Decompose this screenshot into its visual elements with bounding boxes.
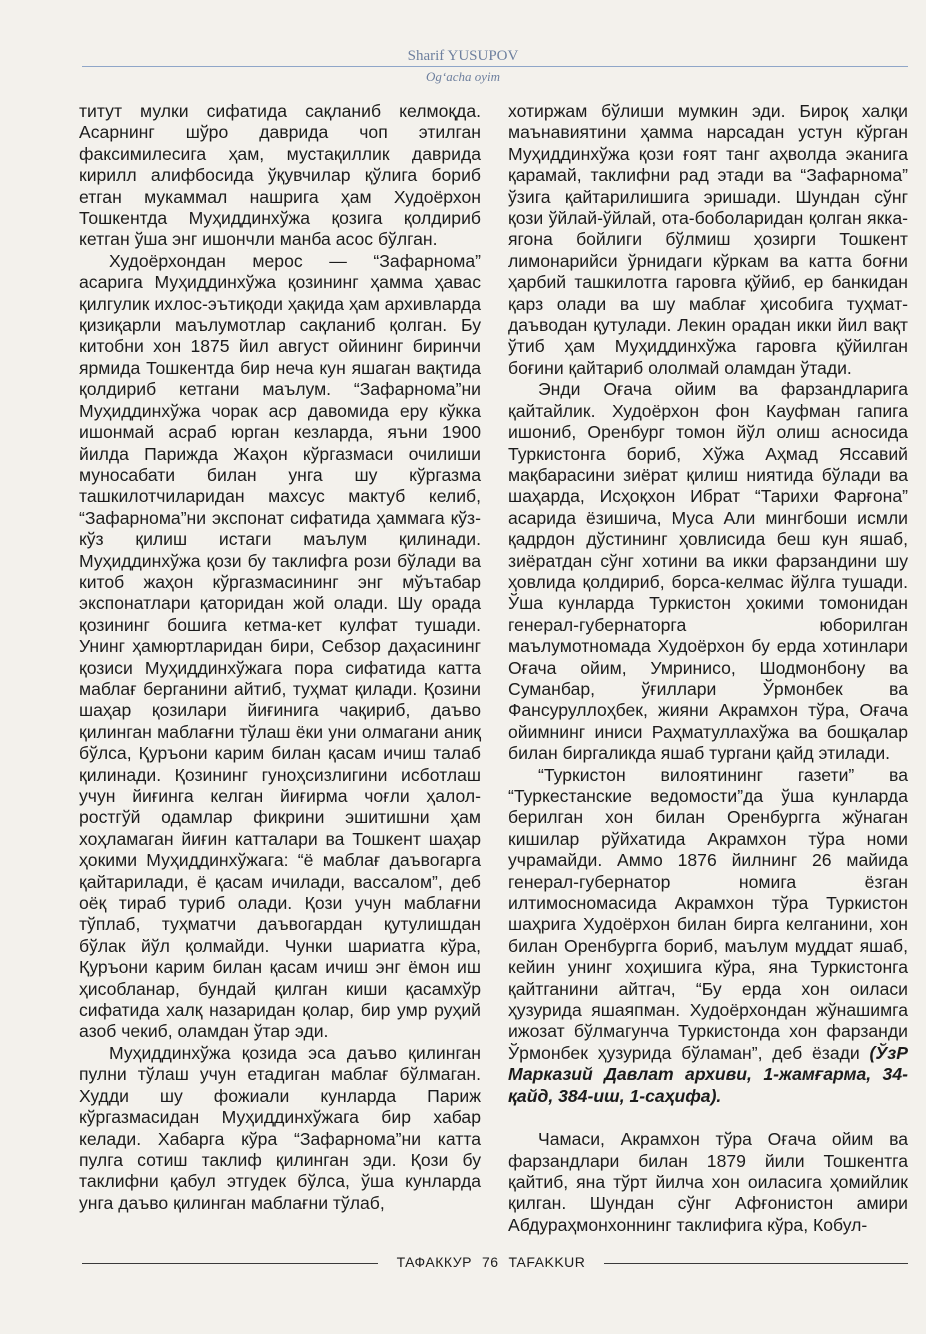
page-header xyxy=(0,0,926,100)
footer-divider-left xyxy=(82,1263,378,1264)
paragraph xyxy=(508,765,908,1108)
footer-divider-right xyxy=(604,1263,908,1264)
header-divider xyxy=(82,66,908,67)
right-column xyxy=(508,101,908,1236)
paragraph: титут мулки сифатида сақланиб келмоқда. Асарнинг шўро даврида чоп этилган факсимилесига ҳам, мустақиллик даврида кирилл алифбосида ўқувчилар қўлига бориб етган мукаммал нашрига ҳам Худоёрхон Тошкентда Муҳиддинхўжа қозига қолдириб кетган ўша энг ишончли манба асос бўлган. xyxy=(79,101,481,250)
author-name: Sharif YUSUPOV xyxy=(407,48,519,64)
paragraph: Чамаси, Акрамхон тўра Оғача ойим ва фарзандлари билан 1879 йили Тошкентга қайтиб, яна тўрт йилча хон оиласига ҳомийлик қилган. Шундан сўнг Афғонистон амири Абдураҳмонхоннинг таклифига кўра, Кобул- xyxy=(508,1129,908,1235)
left-column xyxy=(79,101,481,1214)
paragraph-text: “Туркистон вилоятининг газети” ва “Туркестанские ведомости”да ўша кунларда берилган хон билан Оренбургга жўнаган кишилар рўйхатида Акрамхон тўра номи учрамайди. Аммо 1876 йилнинг 26 майида генерал-губернатор номига ёзган илтимосномасида Акрамхон тўра Туркистон шаҳрига Худоёрхон билан бирга келганини, хон билан Оренбургга бориб, маълум муддат яшаб, кейин унинг хоҳишига кўра, яна Туркистонга қайтганини айтгач, “Бу ерда хон оиласи ҳузурида яшаяпман. Худоёрхондан жўнашимга ижозат бўлмагунча Туркистонда хон фарзанди Ўрмонбек ҳузурида бўламан”, деб ёзади xyxy=(508,764,908,1063)
paragraph: хотиржам бўлиши мумкин эди. Бироқ халқи маънавиятини ҳамма нарсадан устун кўрган Муҳиддинхўжа қози ғоят танг аҳволда эканига қарамай, таклифни рад этади ва “Зафарнома” ўзига қайтарилишига эришади. Шундан сўнг қози ўйлай-ўйлай, ота-боболаридан қолган якка-ягона бойлиги бўлмиш ҳозирги Тошкент лимонарийси ўрнидаги кўркам ва катта боғни ҳарбий ташкилотга гаровга қўйиб, ер банкидан қарз олади ва шу маблағ ҳисобига туҳмат-даъводан қутулади. Лекин орадан икки йил вақт ўтиб ҳам Муҳиддинхўжа гаровга қўйилган боғини қайтариб ололмай оламдан ўтади. xyxy=(508,101,908,378)
page-footer xyxy=(0,1252,926,1276)
magazine-name-latin: TAFAKKUR xyxy=(508,1254,586,1270)
article-subtitle: Og‘acha oyim xyxy=(425,69,500,84)
paragraph: Энди Оғача ойим ва фарзандларига қайтайлик. Худоёрхон фон Кауфман гапига ишониб, Оренбург томон йўл олиш асносида Туркистонга бориб, Хўжа Аҳмад Яссавий мақбарасини зиёрат қилиш ниятида бўлади ва шаҳарда, Исҳоқхон Ибрат “Тарихи Фарғона” асарида ёзишича, Муса Али мингбоши исмли қадрдон дўстининг ҳовлисида беш кун яшаб, зиёратдан сўнг хотини ва икки фарзандини шу ҳовлида қолдириб, борса-келмас йўлга тушади. Ўша кунларда Туркистон ҳокими томонидан генерал-губернаторга юборилган маълумотномада Худоёрхон бу ерда хотинлари Оғача ойим, Умринисо, Шодмонбону ва Суманбар, ўғиллари Ўрмонбек ва Фансуруллоҳбек, жияни Акрамхон тўра, Оғача ойимнинг иниси Раҳматуллахўжа ва бошқалар билан биргаликда яшаб тургани қайд этилади. xyxy=(508,379,908,764)
page-number: 76 xyxy=(481,1254,499,1270)
archive-reference: (ЎзР Марказий Давлат архиви, 1-жамғарма, 34-қайд, 384-иш, 1-саҳифа). xyxy=(508,1042,909,1106)
paragraph: Муҳиддинхўжа қозида эса даъво қилинган пулни тўлаш учун етадиган маблағ бўлмаган. Худди шу фожиали кунларда Париж кўргазмасидан Муҳиддинхўжага бир хабар келади. Хабарга кўра “Зафарнома”ни катта пулга сотиш таклиф қилинган эди. Қози бу таклифни қабул этгудек бўлса, ўша кунларда унга даъво қилинган маблағни тўлаб, xyxy=(79,1042,481,1213)
footer-label xyxy=(378,1254,604,1270)
paragraph: Худоёрхондан мерос — “Зафарнома” асарига Муҳиддинхўжа қозининг ҳамма ҳавас қилгулик ихлос-эътиқоди ҳақида ҳам архивларда қизиқарли маълумотлар сақланиб қолган. Бу китобни хон 1875 йил август ойининг биринчи ярмида Тошкентда бир неча кун яшаган вақтида қолдириб кетгани маълум. “Зафарнома”ни Муҳиддинхўжа чорак аср давомида еру кўкка ишонмай асраб юрган кезларда, яъни 1900 йилда Парижда Жаҳон кўргазмаси очилиши муносабати билан унга шу кўргазма ташкилотчиларидан махсус мактуб келиб, “Зафарнома”ни экспонат сифатида ҳаммага кўз-кўз қилиш истаги маълум қилинади. Муҳиддинхўжа қози бу таклифга рози бўлади ва китоб жаҳон кўргазмасининг энг мўътабар экспонатлари қаторидан жой олади. Шу орада қозининг бошига кетма-кет кулфат тушади. Унинг ҳамюртларидан бири, Себзор даҳасининг қозиси Муҳиддинхўжага пора сифатида катта маблағ берганини айтиб, туҳмат қилади. Қозини шаҳар қозилари йиғинига чақириб, даъво қилинган маблағни тўлаш ёки уни олмагани аниқ бўлса, Қуръони карим билан қасам ичиш талаб қилинади. Қозининг гуноҳсизлигини исботлаш учун йиғинга келган йиғирма чоғли ҳалол-ростгўй одамлар фикрини эшитишни ҳам хоҳламаган йиғин катталари ва Тошкент шаҳар ҳокими Муҳиддинхўжага: “ё маблағ даъвогарга қайтарилади, ё қасам ичилади, вассалом”, деб оёқ тираб туриб олади. Қози учун маблағни тўплаб, туҳматчи даъвогардан қутулишдан бўлак йўл қолмайди. Чунки шариатга кўра, Қуръони карим билан қасам ичиш энг ёмон иш ҳисобланар, бундай қилган киши қасамхўр сифатида халқ назаридан қолар, бир умр руҳий азоб чекиб, оламдан ўтар эди. xyxy=(79,250,481,1042)
magazine-name-cyrillic: ТАФАККУР xyxy=(396,1254,472,1270)
